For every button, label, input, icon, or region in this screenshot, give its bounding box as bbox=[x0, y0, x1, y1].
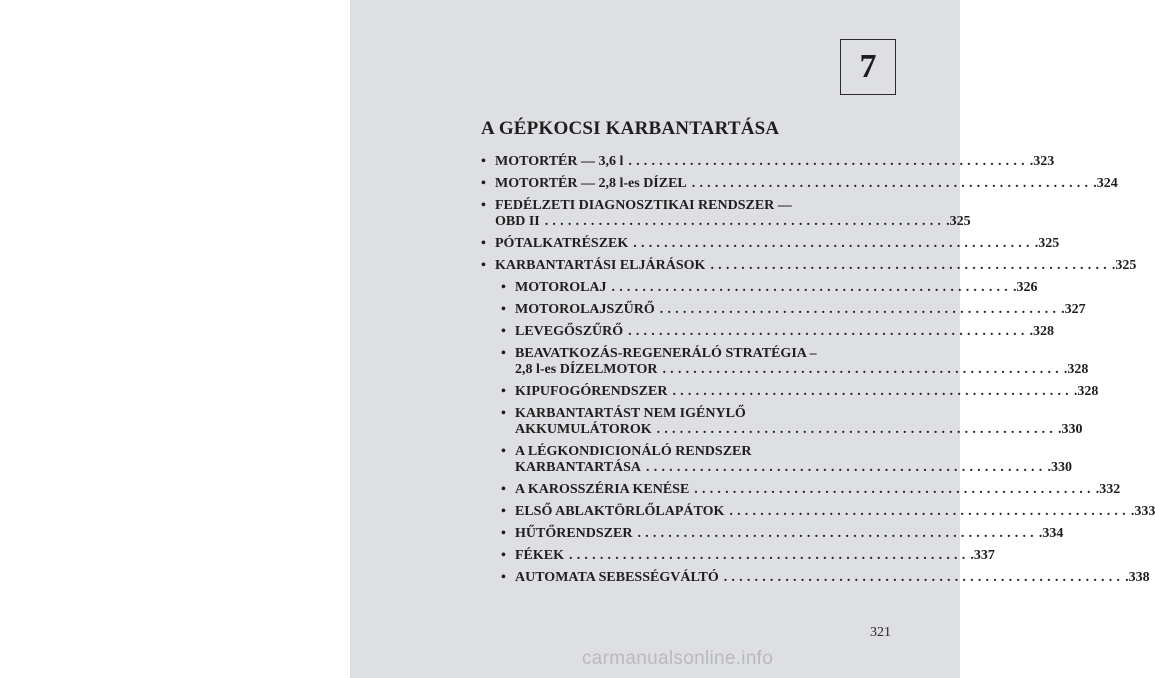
toc-entry-title: KARBANTARTÁSI ELJÁRÁSOK bbox=[495, 258, 706, 273]
dot-leader: .................................................... bbox=[646, 460, 1047, 475]
bullet: • bbox=[501, 346, 506, 361]
watermark: carmanualsonline.info bbox=[582, 648, 774, 669]
bullet: • bbox=[481, 236, 486, 251]
dot-leader: .................................................... bbox=[544, 214, 946, 229]
dot-leader: .................................................... bbox=[633, 236, 1034, 251]
dot-leader: .................................................... bbox=[656, 422, 1058, 437]
chapter-number: 7 bbox=[859, 48, 877, 85]
dot-leader: .................................................... bbox=[628, 324, 1029, 339]
toc-subentry bbox=[501, 548, 995, 564]
bullet: • bbox=[481, 258, 486, 273]
bullet: • bbox=[501, 504, 506, 519]
page-number: 321 bbox=[870, 625, 891, 640]
toc-page-number: .325 bbox=[1111, 258, 1137, 273]
dot-leader: .................................................... bbox=[672, 384, 1073, 399]
toc-entry-title: PÓTALKATRÉSZEK bbox=[495, 236, 629, 251]
dot-leader: .................................................... bbox=[569, 548, 970, 563]
dot-leader: .................................................... bbox=[729, 504, 1130, 519]
toc-page-number: .323 bbox=[1029, 154, 1055, 169]
toc-entry-title: AUTOMATA SEBESSÉGVÁLTÓ bbox=[515, 570, 719, 585]
toc-page-number: .337 bbox=[970, 548, 995, 563]
toc-page-number: .326 bbox=[1012, 280, 1038, 295]
toc-entry-title: MOTORTÉR — 2,8 l-es DÍZEL bbox=[495, 176, 687, 191]
toc-entry-title: OBD II bbox=[495, 214, 540, 229]
toc-subentry bbox=[501, 384, 1099, 400]
dot-leader: .................................................... bbox=[628, 154, 1029, 169]
toc-subentry bbox=[501, 482, 1121, 498]
toc-entry bbox=[481, 236, 1060, 252]
toc-subentry bbox=[501, 444, 1072, 476]
dot-leader: .................................................... bbox=[637, 526, 1038, 541]
blank-left-area bbox=[0, 0, 350, 678]
toc-entry-title: A KAROSSZÉRIA KENÉSE bbox=[515, 482, 690, 497]
toc-entry bbox=[481, 258, 1137, 274]
dot-leader: .................................................... bbox=[691, 176, 1093, 191]
bullet: • bbox=[481, 154, 486, 169]
toc-page-number: .330 bbox=[1047, 460, 1072, 475]
toc-entry bbox=[481, 198, 971, 230]
toc-subentry bbox=[501, 302, 1086, 318]
toc-entry bbox=[481, 176, 1118, 192]
toc-page-number: .325 bbox=[1034, 236, 1060, 251]
toc-entry bbox=[481, 154, 1055, 170]
toc-page-number: .334 bbox=[1038, 526, 1064, 541]
toc-entry-title: MOTORTÉR — 3,6 l bbox=[495, 154, 624, 169]
toc-page-number: .330 bbox=[1058, 422, 1083, 437]
toc-page-number: .328 bbox=[1063, 362, 1089, 377]
dot-leader: .................................................... bbox=[723, 570, 1125, 585]
toc-page-number: .333 bbox=[1130, 504, 1155, 519]
toc-entry-title: KIPUFOGÓRENDSZER bbox=[515, 384, 668, 399]
toc-subentry bbox=[501, 526, 1064, 542]
bullet: • bbox=[501, 444, 506, 459]
toc-page-number: .325 bbox=[946, 214, 971, 229]
table-of-contents bbox=[481, 154, 1155, 592]
bullet: • bbox=[501, 406, 506, 421]
toc-entry-title: AKKUMULÁTOROK bbox=[515, 422, 652, 437]
toc-entry-title: KARBANTARTÁSA bbox=[515, 460, 642, 475]
dot-leader: .................................................... bbox=[611, 280, 1012, 295]
toc-entry-title: FÉKEK bbox=[515, 548, 565, 563]
toc-subentry bbox=[501, 346, 1089, 378]
manual-page bbox=[350, 0, 1155, 678]
toc-page-number: .338 bbox=[1125, 570, 1150, 585]
toc-page-number: .328 bbox=[1073, 384, 1099, 399]
toc-entry-title: KARBANTARTÁST NEM IGÉNYLŐ bbox=[515, 406, 746, 421]
dot-leader: .................................................... bbox=[662, 362, 1063, 377]
bullet: • bbox=[501, 280, 506, 295]
toc-page-number: .332 bbox=[1095, 482, 1121, 497]
bullet: • bbox=[501, 384, 506, 399]
toc-entry-title: BEAVATKOZÁS-REGENERÁLÓ STRATÉGIA – bbox=[515, 346, 817, 361]
bullet: • bbox=[501, 482, 506, 497]
toc-page-number: .328 bbox=[1029, 324, 1055, 339]
bullet: • bbox=[481, 198, 486, 213]
toc-page-number: .327 bbox=[1061, 302, 1086, 317]
dot-leader: .................................................... bbox=[659, 302, 1061, 317]
bullet: • bbox=[501, 324, 506, 339]
toc-entry-title: HŰTŐRENDSZER bbox=[515, 526, 633, 541]
toc-subentry bbox=[501, 280, 1038, 296]
section-title: A GÉPKOCSI KARBANTARTÁSA bbox=[481, 118, 780, 139]
toc-entry-title: A LÉGKONDICIONÁLÓ RENDSZER bbox=[515, 444, 752, 459]
toc-page-number: .324 bbox=[1093, 176, 1118, 191]
toc-entry-title: FEDÉLZETI DIAGNOSZTIKAI RENDSZER — bbox=[495, 198, 792, 213]
toc-entry-title: 2,8 l-es DÍZELMOTOR bbox=[515, 362, 658, 377]
chapter-number-box bbox=[840, 39, 896, 95]
bullet: • bbox=[501, 570, 506, 585]
bullet: • bbox=[501, 548, 506, 563]
toc-entry-title: LEVEGŐSZŰRŐ bbox=[515, 324, 624, 339]
bullet: • bbox=[501, 302, 506, 317]
toc-subentry bbox=[501, 324, 1055, 340]
toc-entry-title: MOTOROLAJ bbox=[515, 280, 607, 295]
toc-subentry bbox=[501, 570, 1150, 586]
toc-subentry bbox=[501, 406, 1083, 438]
toc-entry-title: ELSŐ ABLAKTÖRLŐLAPÁTOK bbox=[515, 504, 725, 519]
dot-leader: .................................................... bbox=[710, 258, 1111, 273]
bullet: • bbox=[481, 176, 486, 191]
bullet: • bbox=[501, 526, 506, 541]
toc-subentry bbox=[501, 504, 1155, 520]
toc-entry-title: MOTOROLAJSZŰRŐ bbox=[515, 302, 655, 317]
dot-leader: .................................................... bbox=[694, 482, 1095, 497]
